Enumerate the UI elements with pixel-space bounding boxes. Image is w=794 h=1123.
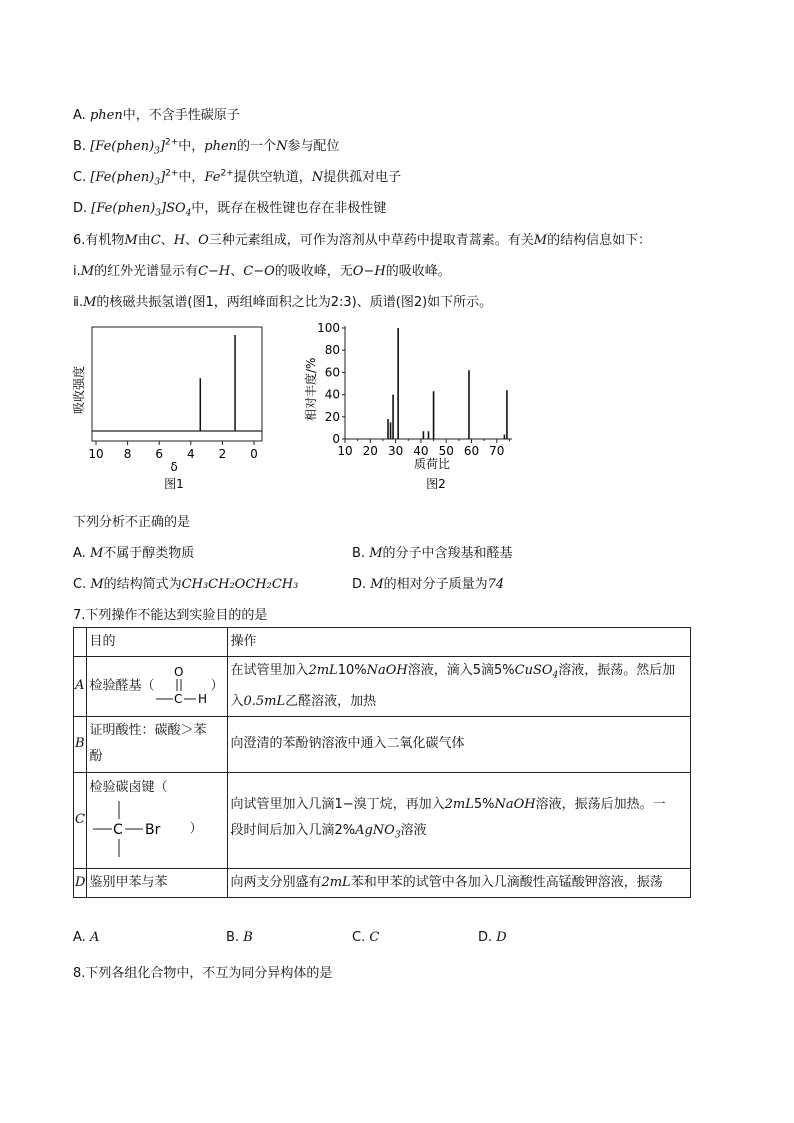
fig1-ylabel: 吸收强度 bbox=[72, 365, 86, 414]
header-aim: 目的 bbox=[87, 628, 228, 657]
row-b-aim: 证明酸性：碳酸＞苯 酚 bbox=[87, 716, 228, 772]
fig2-y-tick-label: 0 bbox=[332, 432, 340, 446]
row-d-operation: 向两支分别盛有2mL苯和甲苯的试管中各加入几滴酸性高锰酸钾溶液，振荡 bbox=[228, 868, 691, 897]
aldehyde-carbon: C bbox=[174, 692, 183, 707]
fig2-x-tick-label: 70 bbox=[489, 444, 505, 458]
header-label-cell bbox=[74, 628, 87, 657]
aldehyde-hydrogen: H bbox=[198, 692, 208, 707]
q7-choice-c: C. C bbox=[352, 930, 380, 945]
fig1-xlabel: δ bbox=[170, 460, 178, 474]
fig2-x-tick-label: 10 bbox=[337, 444, 353, 458]
fig2-x-tick-label: 40 bbox=[413, 444, 429, 458]
q6-question: 下列分析不正确的是 bbox=[73, 515, 191, 530]
header-operation: 操作 bbox=[228, 628, 691, 657]
carbon-halogen-bond-structure bbox=[89, 797, 189, 861]
row-c-aim: 检验碳卤键（ C Br ） bbox=[87, 772, 228, 868]
fig2-caption: 图2 bbox=[426, 477, 446, 491]
q6-option-b: B. M的分子中含羧基和醛基 bbox=[352, 546, 513, 561]
fig1-tick-label: 10 bbox=[88, 447, 104, 461]
fig1-tick-label: 8 bbox=[123, 447, 132, 461]
row-c-operation: 向试管里加入几滴1−溴丁烷，再加入2mL5%NaOH溶液，振荡后加热。一 段时间后加入几滴2%AgNO$_3$溶液 bbox=[228, 772, 691, 868]
q7-choice-d: D. D bbox=[478, 930, 507, 945]
q6-option-a: A. M不属于醇类物质 bbox=[73, 546, 195, 561]
q6-stem: 6.有机物M由C、H、O三种元素组成，可作为溶剂从中草药中提取青蒿素。有关M的结构信息如下： bbox=[73, 233, 652, 248]
fig2-y-tick-label: 20 bbox=[324, 409, 340, 424]
row-label: A bbox=[74, 657, 87, 717]
fig2-x-tick-label: 30 bbox=[387, 444, 404, 458]
q5-option-a: A. phen中，不含手性碳原子 bbox=[73, 108, 240, 123]
fig2-x-tick-label: 20 bbox=[362, 444, 378, 458]
q6-option-d: D. M的相对分子质量为74 bbox=[352, 577, 505, 592]
fig2-x-tick-label: 60 bbox=[463, 444, 480, 458]
fig1-tick-label: 2 bbox=[218, 447, 227, 461]
fig2-y-tick-label: 40 bbox=[324, 387, 340, 402]
q5-option-c: C. $[Fe(phen)_3]^{2+}$中，$Fe^{2+}$提供空轨道，N提供孤对电子 bbox=[73, 168, 402, 188]
nmr-spectrum-figure bbox=[70, 320, 270, 495]
fig1-tick-label: 6 bbox=[155, 447, 164, 461]
table-row bbox=[74, 868, 691, 897]
fig2-y-tick-label: 60 bbox=[324, 365, 340, 380]
halide-carbon: C bbox=[113, 822, 124, 839]
q5-option-b: B. $[Fe(phen)_3]^{2+}$中，phen的一个N参与配位 bbox=[73, 137, 340, 157]
q8-stem: 8.下列各组化合物中，不互为同分异构体的是 bbox=[73, 966, 333, 981]
row-a-aim: 检验醛基（ O C H ） bbox=[87, 657, 228, 717]
row-b-operation: 向澄清的苯酚钠溶液中通入二氧化碳气体 bbox=[228, 716, 691, 772]
experiment-table bbox=[73, 627, 691, 898]
row-d-aim: 鉴别甲苯与苯 bbox=[87, 868, 228, 897]
halide-bromine: Br bbox=[145, 822, 161, 839]
q6-option-c: C. M的结构简式为CH₃CH₂OCH₂CH₃ bbox=[73, 577, 299, 592]
q7-choice-b: B. B bbox=[226, 930, 253, 945]
fig2-y-tick-label: 80 bbox=[324, 343, 340, 358]
q5-option-d: D. $[Fe(phen)_3]SO_4$中，既存在极性键也存在非极性键 bbox=[73, 201, 387, 219]
table-row bbox=[74, 657, 691, 717]
aldehyde-oxygen: O bbox=[174, 665, 184, 680]
fig1-tick-label: 0 bbox=[250, 447, 258, 461]
row-label: B bbox=[74, 716, 87, 772]
fig2-y-tick-label: 100 bbox=[317, 321, 340, 335]
fig2-x-tick-label: 50 bbox=[438, 444, 454, 458]
fig2-ylabel: 相对丰度/% bbox=[304, 357, 318, 421]
fig1-caption: 图1 bbox=[164, 477, 184, 491]
mass-spectrum-figure bbox=[298, 318, 523, 495]
row-label: C bbox=[74, 772, 87, 868]
q6-info-2: ⅱ.M的核磁共振氢谱(图1，两组峰面积之比为2:3)、质谱(图2)如下所示。 bbox=[73, 295, 493, 310]
fig1-frame bbox=[92, 327, 262, 441]
table-row bbox=[74, 772, 691, 868]
fig2-xlabel: 质荷比 bbox=[413, 457, 451, 471]
row-a-operation: 在试管里加入2mL10%NaOH溶液，滴入5滴5%CuSO$_4$溶液，振荡。然后加 入0.5mL乙醛溶液，加热 bbox=[228, 657, 691, 717]
table-row bbox=[74, 716, 691, 772]
q7-stem: 7.下列操作不能达到实验目的的是 bbox=[73, 608, 268, 623]
q6-info-1: ⅰ.M的红外光谱显示有C−H、C−O的吸收峰，无O−H的吸收峰。 bbox=[73, 264, 451, 279]
aldehyde-group-structure bbox=[154, 665, 210, 707]
table-header-row bbox=[74, 628, 691, 657]
q7-choice-a: A. A bbox=[73, 930, 100, 945]
fig1-tick-label: 4 bbox=[186, 447, 195, 461]
row-label: D bbox=[74, 868, 87, 897]
